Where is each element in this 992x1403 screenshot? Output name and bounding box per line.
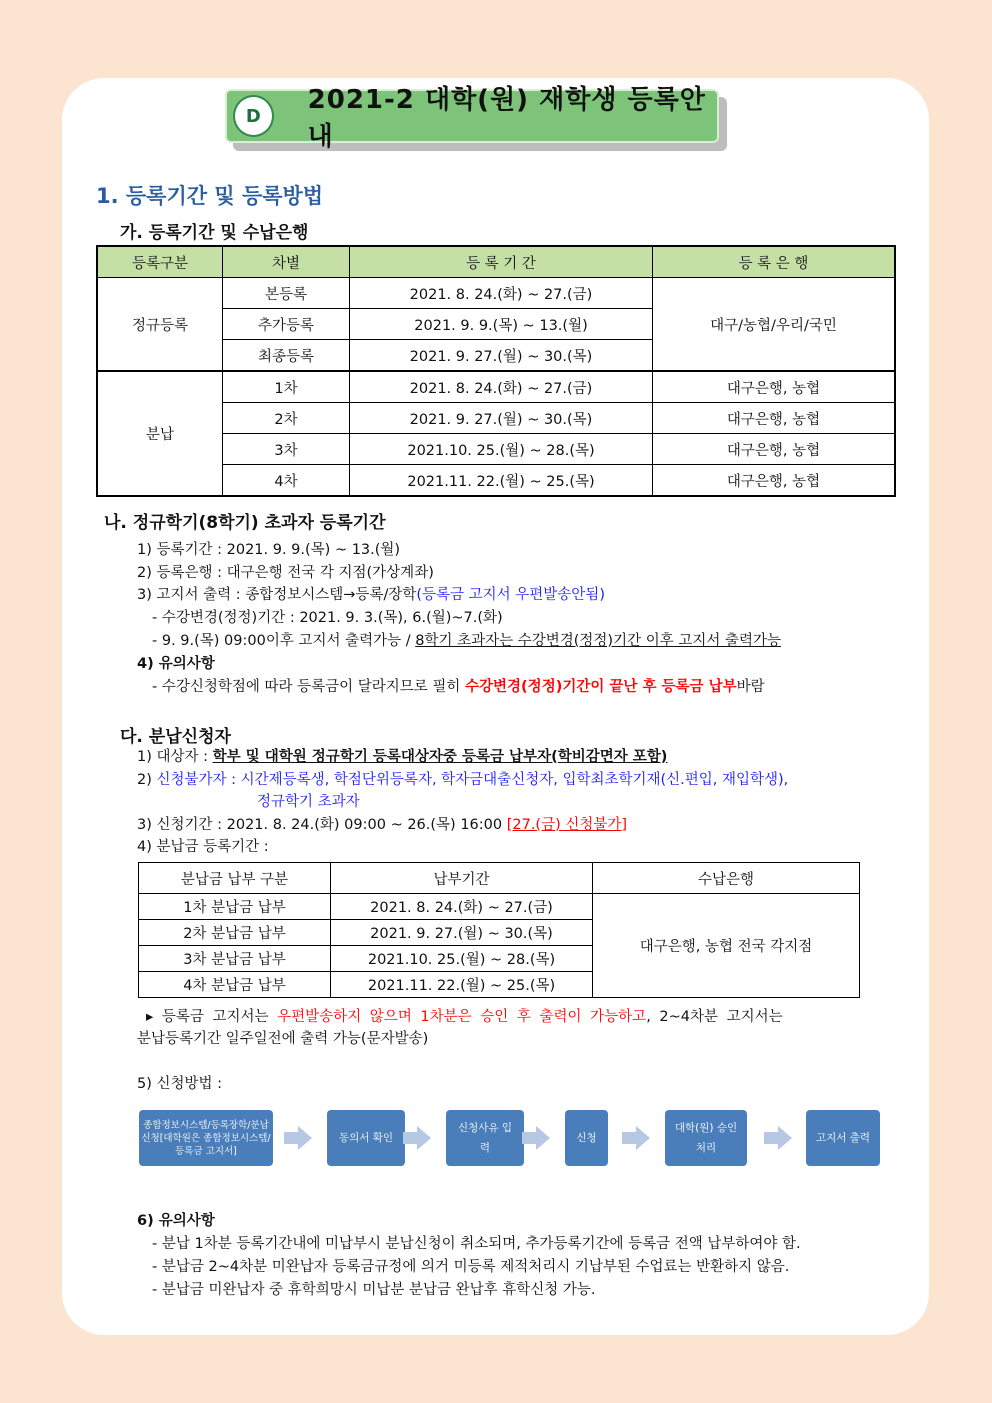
university-logo: D — [233, 95, 274, 137]
note-line — [146, 1005, 783, 1026]
cell: 3차 — [223, 434, 350, 465]
cell: 2차 — [223, 403, 350, 434]
cell: 분납 — [97, 371, 223, 496]
registration-table — [96, 245, 896, 497]
flow-step: 대학(원) 승인처리 — [665, 1110, 747, 1166]
text-line: 1) 등록기간 : 2021. 9. 9.(목) ~ 13.(월) — [137, 542, 401, 558]
text-line: 4) 유의사항 — [137, 656, 215, 672]
cell: 2021. 8. 24.(화) ~ 27.(금) — [350, 278, 653, 309]
cell: 4차 분납금 납부 — [139, 972, 331, 998]
flow-step: 고지서 출력 — [806, 1110, 880, 1166]
cell: 2021.10. 25.(월) ~ 28.(목) — [331, 946, 593, 972]
text-line — [152, 629, 781, 650]
text-line — [137, 583, 605, 604]
text-line: 6) 유의사항 — [137, 1213, 215, 1229]
col-header: 수납은행 — [593, 863, 860, 894]
text-line — [137, 813, 627, 834]
text: 신청불가자 : 시간제등록생, 학점단위등록자, 학자금대출신청자, 입학최초학기재(신.편입, 재입학생), — [156, 772, 789, 788]
cell: 대구은행, 농협 — [653, 403, 896, 434]
text-line: - 분납 1차분 등록기간내에 미납부시 분납신청이 취소되며, 추가등록기간에 등록금 전액 납부하여야 함. — [152, 1236, 801, 1252]
cell: 2021.11. 22.(월) ~ 25.(목) — [331, 972, 593, 998]
text-line: 정규학기 초과자 — [257, 794, 360, 810]
text: (등록금 고지서 우편발송안됨) — [416, 587, 605, 603]
subsection-c-heading: 다. 분납신청자 — [120, 727, 231, 747]
text-line: - 수강변경(정정)기간 : 2021. 9. 3.(목), 6.(월)~7.(화) — [152, 610, 503, 626]
cell: 정규등록 — [97, 278, 223, 372]
col-header: 납부기간 — [331, 863, 593, 894]
cell: 2021.10. 25.(월) ~ 28.(목) — [350, 434, 653, 465]
title-banner — [225, 85, 719, 152]
page-title: 2021-2 대학(원) 재학생 등록안내 — [307, 85, 706, 152]
table-row — [97, 278, 895, 309]
text: ▸ 등록금 고지서는 — [146, 1009, 278, 1025]
col-header: 차별 — [223, 246, 350, 278]
text-line: - 분납금 미완납자 중 휴학희망시 미납분 분납금 완납후 휴학신청 가능. — [152, 1282, 596, 1298]
flow-step: 종합정보시스템/등록장학/분납신청[대학원은 종합정보시스템/등록금 고지서] — [139, 1110, 273, 1166]
cell: 대구은행, 농협 — [653, 434, 896, 465]
note-line: 분납등록기간 일주일전에 출력 가능(문자발송) — [137, 1031, 429, 1047]
text-line: - 분납금 2~4차분 미완납자 등록금규정에 의거 미등록 제적처리시 기납부된 수업료는 반환하지 않음. — [152, 1259, 790, 1275]
installment-table — [138, 862, 860, 998]
table-row — [139, 894, 860, 920]
cell: 4차 — [223, 465, 350, 497]
cell: 대구은행, 농협 — [653, 371, 896, 403]
flow-step: 신청사유 입력 — [446, 1110, 524, 1166]
flow-step: 동의서 확인 — [327, 1110, 405, 1166]
text-line — [137, 768, 788, 789]
cell: 대구은행, 농협 — [653, 465, 896, 497]
col-header: 등록구분 — [97, 246, 223, 278]
text: 8학기 초과자는 수강변경(정정)기간 이후 고지서 출력가능 — [415, 633, 781, 649]
text: [27.(금) 신청불가] — [506, 817, 628, 833]
cell: 2021. 8. 24.(화) ~ 27.(금) — [350, 371, 653, 403]
text-line: 5) 신청방법 : — [137, 1076, 223, 1092]
cell: 대구은행, 농협 전국 각지점 — [593, 894, 860, 998]
col-header: 분납금 납부 구분 — [139, 863, 331, 894]
text-line: 2) 등록은행 : 대구은행 전국 각 지점(가상계좌) — [137, 565, 434, 581]
text: - 9. 9.(목) 09:00이후 고지서 출력가능 / — [152, 633, 416, 649]
text: 1) 대상자 : — [137, 749, 213, 765]
text: 3) 고지서 출력 : 종합정보시스템→등록/장학 — [137, 587, 417, 603]
section-heading: 1. 등록기간 및 등록방법 — [96, 184, 324, 208]
cell: 2021. 8. 24.(화) ~ 27.(금) — [331, 894, 593, 920]
cell: 2021.11. 22.(월) ~ 25.(목) — [350, 465, 653, 497]
cell: 1차 분납금 납부 — [139, 894, 331, 920]
col-header: 등 록 은 행 — [653, 246, 896, 278]
cell: 대구/농협/우리/국민 — [653, 278, 896, 372]
text-line — [137, 745, 667, 766]
text: 학부 및 대학원 정규학기 등록대상자중 등록금 납부자(학비감면자 포함) — [212, 749, 668, 765]
subsection-a-heading: 가. 등록기간 및 수납은행 — [120, 223, 309, 243]
cell: 2021. 9. 27.(월) ~ 30.(목) — [350, 403, 653, 434]
text: 우편발송하지 않으며 1차분은 승인 후 출력이 가능하고 — [277, 1009, 647, 1025]
subsection-b-heading: 나. 정규학기(8학기) 초과자 등록기간 — [104, 513, 386, 533]
cell: 추가등록 — [223, 309, 350, 340]
cell: 본등록 — [223, 278, 350, 309]
cell: 1차 — [223, 371, 350, 403]
cell: 2차 분납금 납부 — [139, 920, 331, 946]
flow-step: 신청 — [565, 1110, 608, 1166]
cell: 2021. 9. 9.(목) ~ 13.(월) — [350, 309, 653, 340]
cell: 2021. 9. 27.(월) ~ 30.(목) — [331, 920, 593, 946]
text: - 수강신청학점에 따라 등록금이 달라지므로 필히 — [152, 679, 466, 695]
text: , 2~4차분 고지서는 — [646, 1009, 783, 1025]
text: 3) 신청기간 : 2021. 8. 24.(화) 09:00 ~ 26.(목) 16:00 — [137, 817, 507, 833]
text: 2) — [137, 772, 157, 788]
col-header: 등 록 기 간 — [350, 246, 653, 278]
text-line: 4) 분납금 등록기간 : — [137, 839, 269, 855]
text: 수강변경(정정)기간이 끝난 후 등록금 납부 — [465, 679, 737, 695]
text-line — [152, 675, 765, 696]
cell: 최종등록 — [223, 340, 350, 372]
cell: 2021. 9. 27.(월) ~ 30.(목) — [350, 340, 653, 372]
text: 바람 — [736, 679, 765, 695]
table-row — [97, 371, 895, 403]
cell: 3차 분납금 납부 — [139, 946, 331, 972]
